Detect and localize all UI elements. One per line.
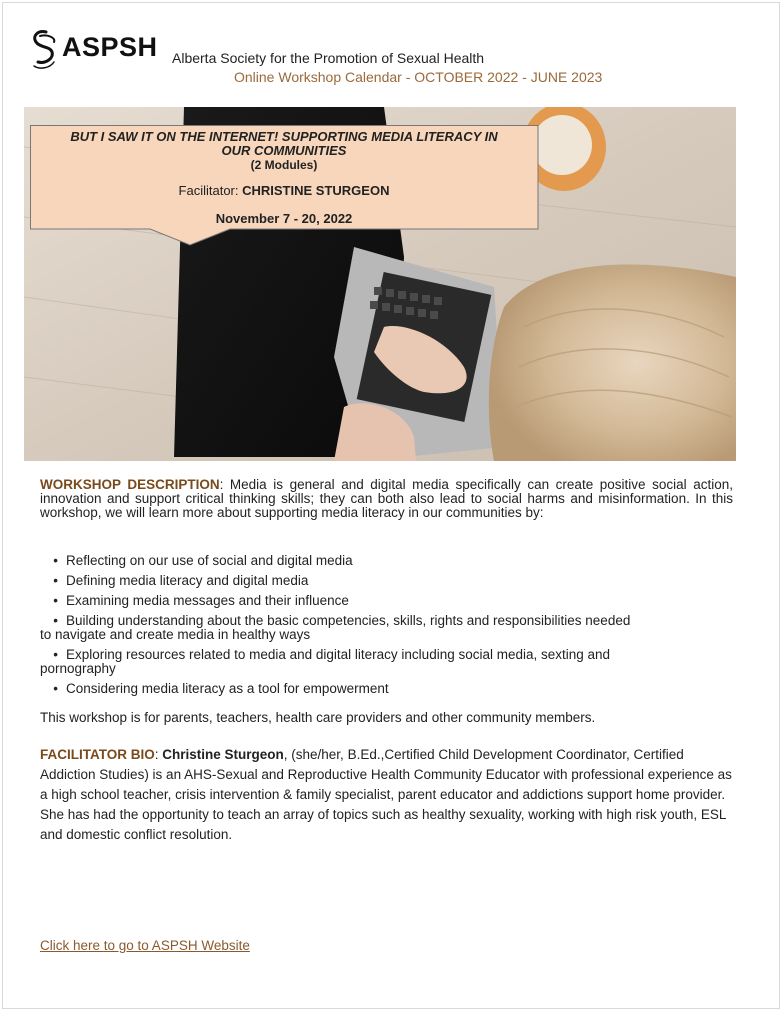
workshop-modules: (2 Modules) — [250, 158, 318, 172]
bio-name: Christine Sturgeon — [162, 747, 284, 762]
facilitator-line — [30, 183, 538, 198]
aspsh-logo-icon — [28, 28, 62, 72]
facilitator-bio — [40, 745, 733, 845]
list-item-text: Examining media messages and their influence — [66, 593, 349, 608]
list-item: • Reflecting on our use of social and digital media — [53, 553, 353, 568]
list-item: • Defining media literacy and digital media — [53, 573, 309, 588]
workshop-callout — [30, 125, 540, 233]
calendar-subtitle: Online Workshop Calendar - OCTOBER 2022 - JUNE 2023 — [234, 69, 603, 85]
facilitator-name: CHRISTINE STURGEON — [242, 183, 390, 198]
list-item: • Building understanding about the basic competencies, skills, rights and responsibilities needed to navigate and create media in healthy ways — [40, 614, 733, 642]
list-item-text: Building understanding about the basic competencies, skills, rights and responsibilities needed — [66, 613, 631, 628]
topic-list — [40, 554, 733, 702]
org-name: Alberta Society for the Promotion of Sexual Health — [172, 50, 485, 66]
list-item-text: Considering media literacy as a tool for empowerment — [66, 681, 389, 696]
description-label: WORKSHOP DESCRIPTION — [40, 477, 220, 492]
list-item-text: Reflecting on our use of social and digital media — [66, 553, 353, 568]
list-item: • Examining media messages and their influence — [53, 593, 349, 608]
logo-text: ASPSH — [62, 32, 158, 62]
list-item-continuation: pornography — [40, 661, 116, 676]
header — [26, 26, 726, 96]
aspsh-website-link[interactable]: Click here to go to ASPSH Website — [40, 938, 250, 953]
list-item-text: Exploring resources related to media and digital literacy including social media, sexting and — [66, 647, 611, 662]
list-item: • Exploring resources related to media and digital literacy including social media, sexting and pornography — [40, 648, 733, 676]
description-text: : Media is general and digital media specifically can create positive social action, innovation and support critical thinking skills; they can both also lead to social harms and misinformation. In this workshop, we will learn more about supporting media literacy in our communities by: — [40, 477, 733, 520]
list-item: • Considering media literacy as a tool for empowerment — [53, 681, 389, 696]
audience-text: This workshop is for parents, teachers, health care providers and other community members. — [40, 710, 596, 725]
list-item-continuation: to navigate and create media in healthy ways — [40, 627, 311, 642]
list-item-text: Defining media literacy and digital media — [66, 573, 309, 588]
bio-label: FACILITATOR BIO — [40, 747, 155, 762]
workshop-title: BUT I SAW IT ON THE INTERNET! SUPPORTING MEDIA LITERACY IN OUR COMMUNITIES — [70, 129, 498, 158]
facilitator-label: Facilitator: — [178, 183, 243, 198]
workshop-description — [40, 478, 733, 520]
bio-text: , (she/her, B.Ed.,Certified Child Development Coordinator, Certified Addiction Studies) is an AHS-Sexual and Reproductive Health Community Educator with professional experience as a high school teacher, crisis intervention & family specialist, parent educator and addictions support home provider. She has had the opportunity to teach an array of topics such as healthy sexuality, working with high risk youth, ESL and domestic conflict resolution. — [40, 747, 732, 842]
bio-colon: : — [154, 747, 163, 762]
workshop-dates: November 7 - 20, 2022 — [215, 211, 353, 226]
